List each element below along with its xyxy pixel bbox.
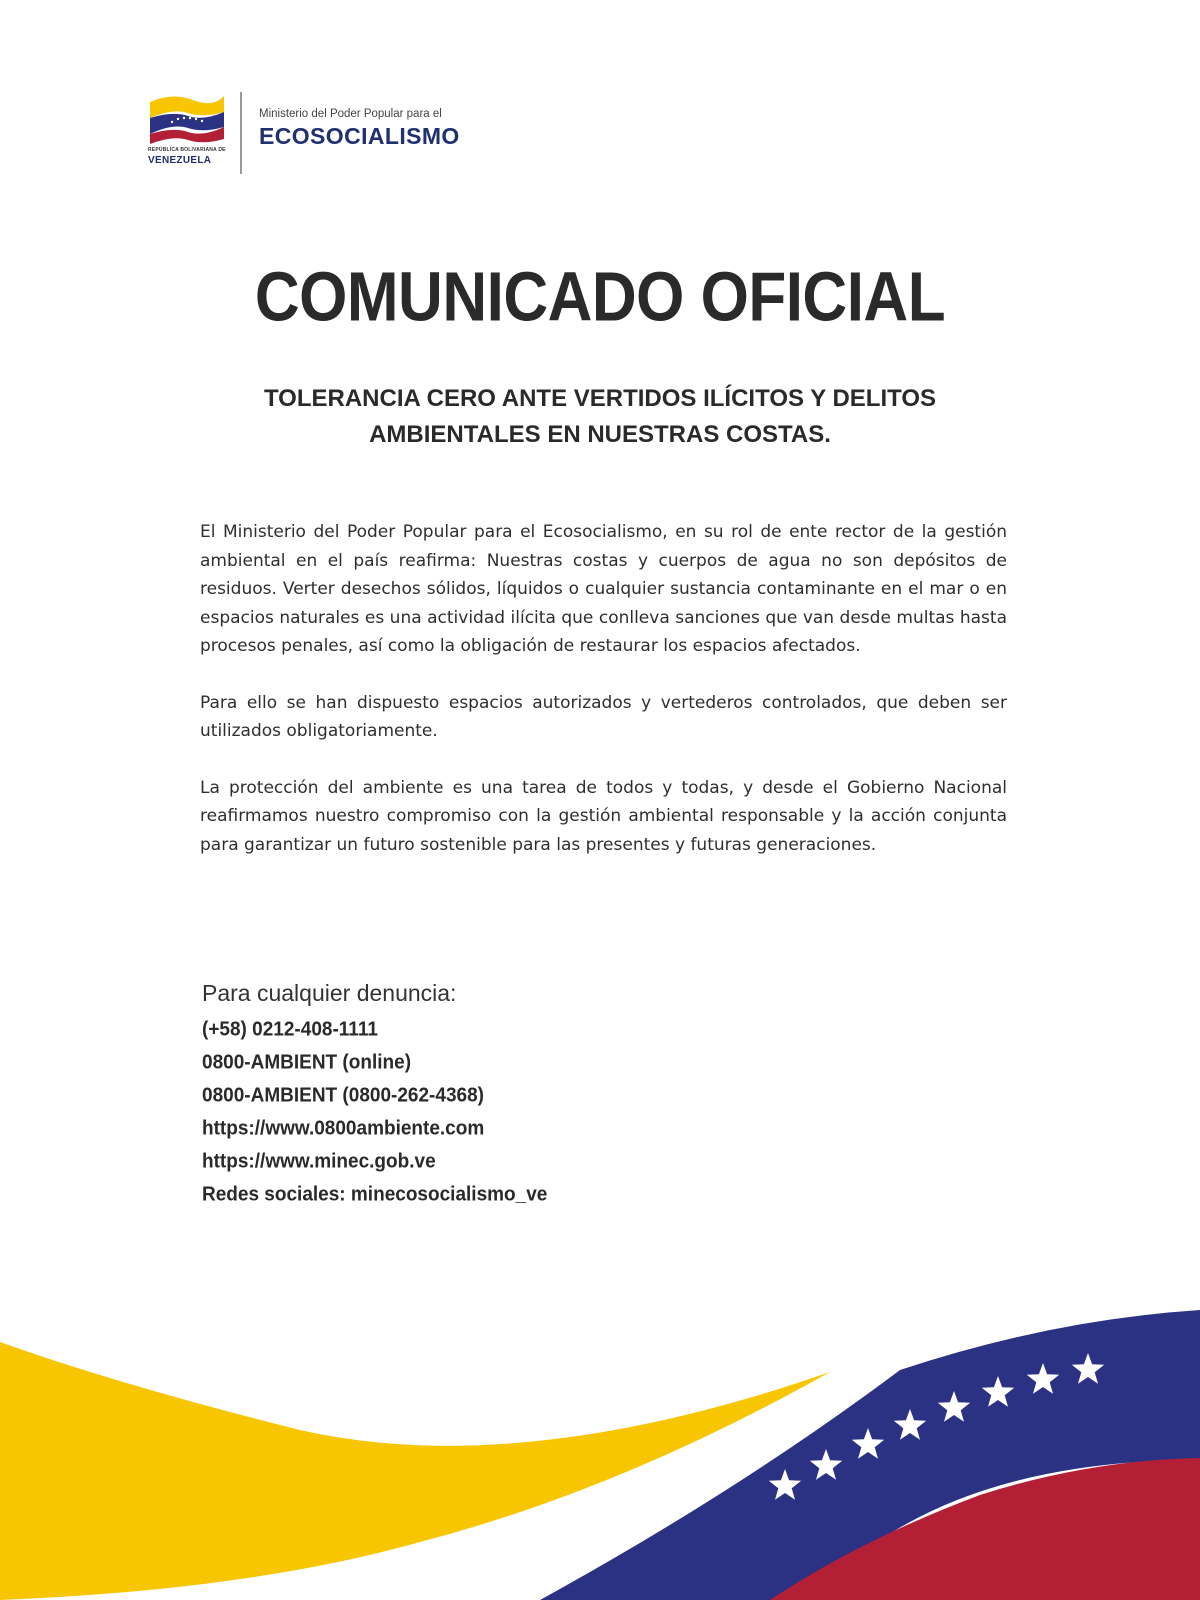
ministry-logo xyxy=(148,92,460,174)
communique-body xyxy=(200,518,1007,887)
star-icon xyxy=(852,1428,884,1459)
body-paragraph: El Ministerio del Poder Popular para el Ecosocialismo, en su rol de ente rector de la gestión ambiental en el país reafirma: Nuestras costas y cuerpos de agua no son depósitos de residuos. Verter desechos sólidos, líquidos o cualquier sustancia contaminante en el mar o en espacios naturales es una actividad ilícita que conlleva sanciones que van desde multas hasta procesos penales, así como la obligación de restaurar los espacios afectados. xyxy=(200,522,1007,656)
subtitle-line: TOLERANCIA CERO ANTE VERTIDOS ILÍCITOS Y DELITOS xyxy=(263,385,937,412)
body-paragraph: Para ello se han dispuesto espacios autorizados y vertederos controlados, que deben ser utilizados obligatoriamente. xyxy=(200,692,1007,741)
contact-block xyxy=(202,980,547,1211)
contact-phone: (+58) 0212-408-1111 xyxy=(202,1018,378,1041)
flag-icon xyxy=(148,92,226,144)
flag-country-label: VENEZUELA xyxy=(148,155,212,166)
subtitle xyxy=(250,381,950,453)
star-icon xyxy=(1072,1353,1104,1384)
star-icon xyxy=(810,1449,842,1480)
ministry-name-block xyxy=(259,92,460,150)
ministry-name: ECOSOCIALISMO xyxy=(259,123,460,149)
page-title: COMUNICADO OFICIAL xyxy=(254,258,946,337)
star-icon xyxy=(982,1376,1014,1407)
contact-website-0800: https://www.0800ambiente.com xyxy=(202,1117,485,1140)
star-icon xyxy=(938,1391,970,1422)
flag-republic-label: REPÚBLICA BOLIVARIANA DE xyxy=(148,147,226,153)
contact-hotline-online: 0800-AMBIENT (online) xyxy=(202,1051,412,1074)
ministry-line: Ministerio del Poder Popular para el xyxy=(259,108,442,120)
star-icon xyxy=(894,1409,926,1440)
star-icon xyxy=(769,1469,801,1500)
contact-hotline: 0800-AMBIENT (0800-262-4368) xyxy=(202,1084,484,1107)
venezuela-flag-logo xyxy=(148,92,226,174)
logo-divider xyxy=(240,92,242,174)
subtitle-line: AMBIENTALES EN NUESTRAS COSTAS. xyxy=(369,421,831,448)
contact-social-media: Redes sociales: minecosocialismo_ve xyxy=(202,1183,548,1206)
contact-heading: Para cualquier denuncia: xyxy=(202,980,457,1006)
flag-stars xyxy=(0,1290,1200,1600)
contact-website-minec: https://www.minec.gob.ve xyxy=(202,1150,436,1173)
star-icon xyxy=(1027,1363,1059,1394)
body-paragraph: La protección del ambiente es una tarea de todos y todas, y desde el Gobierno Nacional reafirmamos nuestro compromiso con la gestión ambiental responsable y la acción conjunta para garantizar un futuro sostenible para las presentes y futuras generaciones. xyxy=(200,777,1007,855)
